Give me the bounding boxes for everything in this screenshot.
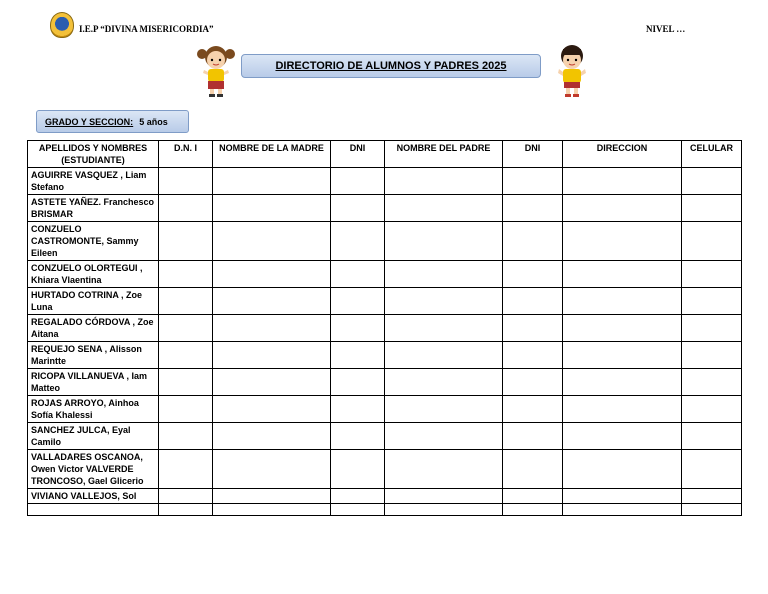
empty-cell: [159, 504, 213, 516]
empty-cell: [159, 288, 213, 315]
empty-cell: [159, 222, 213, 261]
empty-cell: [682, 342, 742, 369]
table-row: [28, 261, 742, 288]
empty-cell: [159, 369, 213, 396]
empty-cell: [563, 315, 682, 342]
empty-cell: [213, 288, 331, 315]
empty-cell: [503, 489, 563, 504]
empty-cell: [159, 195, 213, 222]
grade-section-box: [36, 110, 189, 133]
empty-cell: [563, 222, 682, 261]
table-row: [28, 315, 742, 342]
empty-cell: [331, 222, 385, 261]
empty-cell: [213, 315, 331, 342]
empty-cell: [682, 450, 742, 489]
boy-illustration: [552, 42, 592, 100]
empty-cell: [503, 315, 563, 342]
student-name-cell: [28, 504, 159, 516]
empty-cell: [385, 450, 503, 489]
empty-cell: [385, 423, 503, 450]
empty-cell: [503, 222, 563, 261]
empty-cell: [563, 288, 682, 315]
column-header-student: APELLIDOS Y NOMBRES (ESTUDIANTE): [28, 141, 159, 168]
empty-cell: [213, 195, 331, 222]
student-name-cell: SANCHEZ JULCA, Eyal Camilo: [28, 423, 159, 450]
table-row: [28, 450, 742, 489]
empty-cell: [213, 168, 331, 195]
empty-cell: [213, 342, 331, 369]
table-row: [28, 168, 742, 195]
student-name-cell: REGALADO CÓRDOVA , Zoe Aitana: [28, 315, 159, 342]
empty-cell: [385, 222, 503, 261]
empty-cell: [503, 369, 563, 396]
empty-cell: [385, 489, 503, 504]
empty-cell: [159, 168, 213, 195]
empty-cell: [503, 450, 563, 489]
table-row: [28, 342, 742, 369]
student-name-cell: RICOPA VILLANUEVA , Iam Matteo: [28, 369, 159, 396]
empty-cell: [213, 396, 331, 423]
empty-cell: [682, 423, 742, 450]
empty-cell: [159, 261, 213, 288]
title-banner: [241, 54, 541, 78]
empty-cell: [385, 168, 503, 195]
empty-cell: [503, 195, 563, 222]
empty-cell: [682, 288, 742, 315]
column-header-address: DIRECCION: [563, 141, 682, 168]
empty-cell: [331, 423, 385, 450]
empty-cell: [563, 369, 682, 396]
empty-cell: [213, 504, 331, 516]
empty-cell: [385, 261, 503, 288]
empty-cell: [563, 342, 682, 369]
table-row: [28, 222, 742, 261]
empty-cell: [563, 504, 682, 516]
empty-cell: [563, 168, 682, 195]
table-header-row: [28, 141, 742, 168]
empty-cell: [682, 396, 742, 423]
table-row: [28, 195, 742, 222]
empty-cell: [563, 396, 682, 423]
table-row: [28, 396, 742, 423]
empty-cell: [682, 315, 742, 342]
empty-cell: [213, 489, 331, 504]
student-name-cell: AGUIRRE VASQUEZ , Liam Stefano: [28, 168, 159, 195]
column-header-father: NOMBRE DEL PADRE: [385, 141, 503, 168]
empty-cell: [682, 168, 742, 195]
empty-cell: [682, 504, 742, 516]
empty-cell: [331, 195, 385, 222]
page-title: DIRECTORIO DE ALUMNOS Y PADRES 2025: [275, 60, 507, 72]
empty-cell: [159, 315, 213, 342]
empty-cell: [331, 315, 385, 342]
empty-cell: [563, 489, 682, 504]
empty-cell: [331, 342, 385, 369]
empty-cell: [159, 342, 213, 369]
empty-cell: [503, 342, 563, 369]
column-header-phone: CELULAR: [682, 141, 742, 168]
table-row: [28, 288, 742, 315]
column-header-dni-mother: DNI: [331, 141, 385, 168]
empty-cell: [331, 261, 385, 288]
student-name-cell: ROJAS ARROYO, Ainhoa Sofía Khalessi: [28, 396, 159, 423]
empty-cell: [213, 222, 331, 261]
student-name-cell: CONZUELO OLORTEGUI , Khiara Vlaentina: [28, 261, 159, 288]
student-name-cell: HURTADO COTRINA , Zoe Luna: [28, 288, 159, 315]
nivel-label: NIVEL …: [646, 24, 686, 34]
column-header-dni-student: D.N. I: [159, 141, 213, 168]
empty-cell: [385, 504, 503, 516]
table-row: [28, 489, 742, 504]
empty-cell: [331, 168, 385, 195]
table-row: [28, 369, 742, 396]
empty-cell: [213, 261, 331, 288]
grade-value: 5 años: [139, 116, 168, 127]
grade-label: GRADO Y SECCION:: [45, 116, 134, 127]
student-name-cell: ASTETE YAÑEZ. Franchesco BRISMAR: [28, 195, 159, 222]
empty-cell: [503, 261, 563, 288]
table-row: [28, 423, 742, 450]
empty-cell: [563, 195, 682, 222]
empty-cell: [503, 423, 563, 450]
empty-cell: [682, 195, 742, 222]
table-row: [28, 504, 742, 516]
empty-cell: [213, 450, 331, 489]
empty-cell: [503, 168, 563, 195]
empty-cell: [385, 315, 503, 342]
empty-cell: [385, 195, 503, 222]
empty-cell: [385, 288, 503, 315]
empty-cell: [503, 288, 563, 315]
empty-cell: [682, 369, 742, 396]
empty-cell: [385, 396, 503, 423]
column-header-mother: NOMBRE DE LA MADRE: [213, 141, 331, 168]
empty-cell: [682, 222, 742, 261]
empty-cell: [503, 396, 563, 423]
student-name-cell: CONZUELO CASTROMONTE, Sammy Eileen: [28, 222, 159, 261]
empty-cell: [159, 450, 213, 489]
empty-cell: [159, 423, 213, 450]
empty-cell: [503, 504, 563, 516]
student-name-cell: VIVIANO VALLEJOS, Sol: [28, 489, 159, 504]
school-name: I.E.P “DIVINA MISERICORDIA”: [79, 24, 214, 34]
empty-cell: [563, 450, 682, 489]
empty-cell: [331, 504, 385, 516]
school-logo-icon: [50, 12, 74, 38]
student-name-cell: VALLADARES OSCANOA, Owen Victor VALVERDE TRONCOSO, Gael Glicerio: [28, 450, 159, 489]
empty-cell: [331, 450, 385, 489]
empty-cell: [331, 288, 385, 315]
empty-cell: [385, 342, 503, 369]
student-name-cell: REQUEJO SENA , Alisson Marintte: [28, 342, 159, 369]
empty-cell: [682, 261, 742, 288]
empty-cell: [213, 423, 331, 450]
empty-cell: [563, 423, 682, 450]
empty-cell: [159, 396, 213, 423]
empty-cell: [385, 369, 503, 396]
empty-cell: [682, 489, 742, 504]
column-header-dni-father: DNI: [503, 141, 563, 168]
empty-cell: [331, 369, 385, 396]
empty-cell: [213, 369, 331, 396]
girl-illustration: [196, 42, 236, 100]
empty-cell: [563, 261, 682, 288]
empty-cell: [331, 396, 385, 423]
empty-cell: [331, 489, 385, 504]
empty-cell: [159, 489, 213, 504]
directory-table: [27, 140, 742, 516]
